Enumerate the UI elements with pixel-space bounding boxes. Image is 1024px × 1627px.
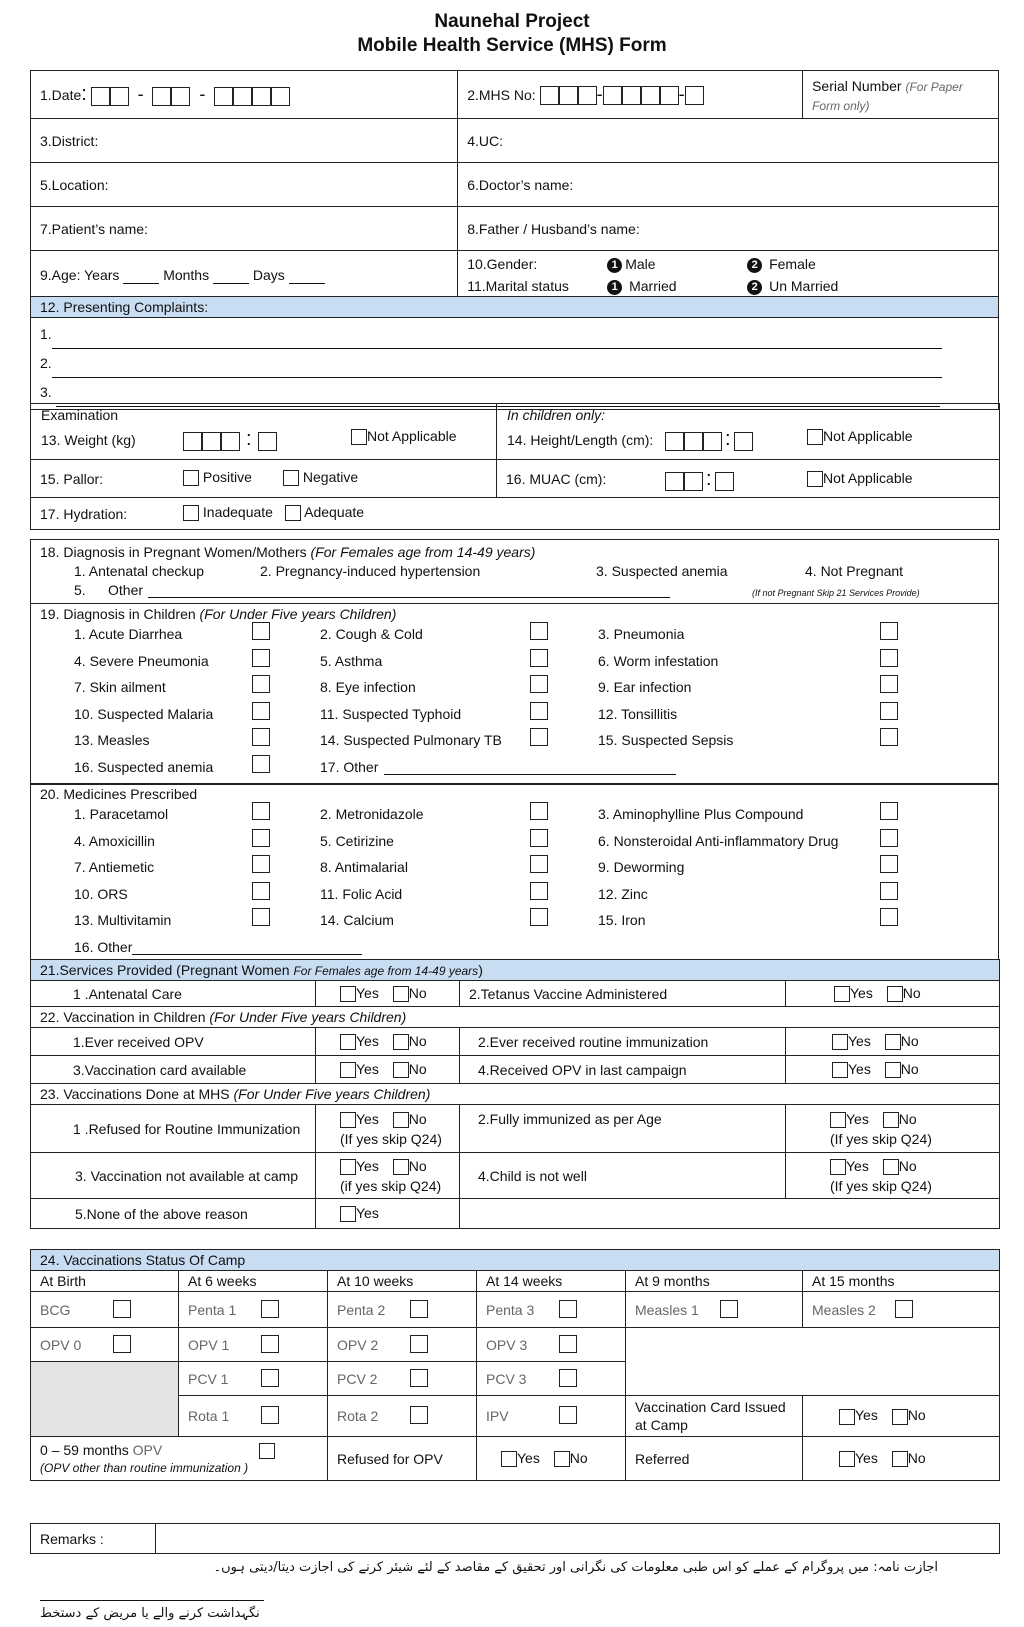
- vaccine-label: Rota 1: [188, 1408, 230, 1424]
- medicine-item-checkbox[interactable]: [530, 802, 548, 820]
- diagnosis-item-label: 2. Cough & Cold: [320, 626, 423, 642]
- medicine-item-label: 15. Iron: [598, 912, 646, 928]
- vaccine-label: PCV 2: [337, 1370, 378, 1387]
- tetanus-no-checkbox[interactable]: [887, 986, 903, 1002]
- mhs-cell: 2.MHS No: - -: [458, 71, 803, 119]
- mhs-box[interactable]: [641, 86, 660, 105]
- vaccine-label: Penta 1: [188, 1301, 237, 1318]
- serial-note: (For Paper Form only): [812, 80, 963, 113]
- card-issued-no-checkbox[interactable]: [892, 1409, 908, 1425]
- pallor-negative-checkbox[interactable]: [283, 470, 299, 486]
- muac-cell: 16. MUAC (cm): : Not Applicable: [497, 460, 1000, 498]
- medicine-item-checkbox[interactable]: [530, 882, 548, 900]
- yes-label: Yes: [855, 1407, 878, 1424]
- vaccine-checkbox[interactable]: [261, 1369, 279, 1387]
- medicine-item-label: 3. Aminophylline Plus Compound: [598, 806, 804, 822]
- medicine-item-label: 11. Folic Acid: [320, 885, 403, 902]
- diagnosis-item-label: 12. Tonsillitis: [598, 705, 678, 722]
- diagnosis-item-label: 13. Measles: [74, 732, 150, 748]
- children-diagnosis-cell: 19. Diagnosis in Children (For Under Five years Children) 1. Acute Diarrhea 2. Cough & Cold 3. Pneumonia 4. Severe Pneumonia 5. Asthma 6. Worm infestation 7. Skin ailment 8. Eye infection 9. Ear infection 10. Suspected Malaria 11. Suspected Typhoid 12. Tonsillitis 13. Measles 14. Suspected Pulmonary TB 15. Suspected Sepsis 16. Suspected anemia 17. Other: [31, 604, 999, 785]
- diagnosis-item-checkbox[interactable]: [880, 702, 898, 720]
- diagnosis-item-checkbox[interactable]: [530, 702, 548, 720]
- medicine-item-label: 2. Metronidazole: [320, 806, 424, 822]
- weight-cell: Examination 13. Weight (kg) : Not Applicable: [31, 404, 497, 460]
- medicine-item-label: 6. Nonsteroidal Anti-inflammatory Drug: [598, 832, 839, 849]
- vaccine-checkbox[interactable]: [559, 1369, 577, 1387]
- diagnosis-item-checkbox[interactable]: [252, 675, 270, 693]
- diagnosis-item-checkbox[interactable]: [530, 622, 548, 640]
- vaccine-label: OPV 0: [40, 1336, 82, 1353]
- antenatal-no-checkbox[interactable]: [393, 986, 409, 1002]
- child-not-well-yes-checkbox[interactable]: [830, 1159, 846, 1175]
- mhs-box[interactable]: [685, 86, 704, 105]
- refused-routine-yes-checkbox[interactable]: [340, 1112, 356, 1128]
- vacc-card-yes-checkbox[interactable]: [340, 1062, 356, 1078]
- refused-routine-no-checkbox[interactable]: [393, 1112, 409, 1128]
- complaint-line-2[interactable]: [52, 349, 942, 378]
- diagnosis-item-checkbox[interactable]: [880, 622, 898, 640]
- vaccine-label: OPV 3: [486, 1336, 528, 1353]
- card-issued-yes-no: [803, 1396, 1000, 1437]
- marital-unmarried-option[interactable]: 2 Un Married: [747, 275, 838, 297]
- medicine-item-label: 12. Zinc: [598, 885, 648, 902]
- antenatal-yes-no: Yes No: [316, 981, 460, 1007]
- vaccine-cell: [328, 1362, 477, 1396]
- card-issued-yes-checkbox[interactable]: [839, 1409, 855, 1425]
- vaccination-status-table: 24. Vaccinations Status Of Camp At Birth At 6 weeks At 10 weeks At 14 weeks At 9 months At 15 months BCG Penta 1 Penta 2 Penta 3 Measles 1 Measles 2 OPV 0 OPV 1 OPV 2 OPV 3 PCV 1 PCV 2 PCV 3 Rota 1 Rota 2 IPV Vaccination Card Issued at Camp Yes No 0 – 59 months OPV (OPV other than routine immunization ) Refused for OPV Yes No Referred Yes No: [30, 1249, 1000, 1481]
- refused-opv-no-checkbox[interactable]: [554, 1451, 570, 1467]
- medicine-item-checkbox[interactable]: [252, 882, 270, 900]
- medicine-item-label: 13. Multivitamin: [74, 912, 172, 928]
- diagnosis-item-checkbox[interactable]: [880, 728, 898, 746]
- complaints-lines: 1. 2. 3.: [31, 318, 999, 410]
- status-column-header: At 15 months: [803, 1271, 1000, 1292]
- vaccine-checkbox[interactable]: [261, 1406, 279, 1424]
- tetanus-yes-checkbox[interactable]: [834, 986, 850, 1002]
- medicine-item-checkbox[interactable]: [880, 908, 898, 926]
- preg-option-2[interactable]: 2. Pregnancy-induced hypertension: [260, 563, 481, 579]
- diagnosis-item-checkbox[interactable]: [252, 622, 270, 640]
- hydration-adequate-checkbox[interactable]: [285, 505, 301, 521]
- district-field[interactable]: 3.District:: [31, 119, 458, 163]
- child-not-well-no-checkbox[interactable]: [883, 1159, 899, 1175]
- date-year-box-1[interactable]: [214, 87, 233, 106]
- medicines-cell: [31, 784, 999, 961]
- medicine-item-label: 4. Amoxicillin: [74, 832, 155, 849]
- diagnosis-item-checkbox[interactable]: [530, 728, 548, 746]
- diagnosis-item-checkbox[interactable]: [252, 728, 270, 746]
- mhs-label: 2.MHS No:: [467, 86, 536, 103]
- ever-opv-yes-checkbox[interactable]: [340, 1034, 356, 1050]
- age-cell: 9.Age: Years Months Days: [31, 251, 458, 300]
- marital-married-option[interactable]: 1 Married: [607, 275, 676, 297]
- patient-name-field[interactable]: 7.Patient’s name:: [31, 207, 458, 251]
- mhs-box[interactable]: [578, 86, 597, 105]
- vaccine-cell: [31, 1328, 179, 1362]
- date-year-box-3[interactable]: [252, 87, 271, 106]
- medicine-item-checkbox[interactable]: [530, 829, 548, 847]
- gender-male-option[interactable]: 1 Male: [607, 253, 655, 275]
- opv-last-campaign-yes-checkbox[interactable]: [832, 1062, 848, 1078]
- medicines-table: [30, 783, 999, 961]
- vaccine-label: OPV 2: [337, 1336, 379, 1353]
- medicine-item-checkbox[interactable]: [880, 855, 898, 873]
- status-column-header: At Birth: [31, 1271, 179, 1292]
- fully-immunized-no-checkbox[interactable]: [883, 1112, 899, 1128]
- hydration-inadequate-checkbox[interactable]: [183, 505, 199, 521]
- medicine-item-label: 7. Antiemetic: [74, 859, 155, 875]
- mhs-box[interactable]: [660, 86, 679, 105]
- diagnosis-item-checkbox[interactable]: [530, 675, 548, 693]
- diagnosis-item-checkbox[interactable]: [880, 649, 898, 667]
- form-title: [0, 0, 1024, 58]
- vaccine-label: Penta 3: [486, 1301, 535, 1318]
- age-days-input[interactable]: [289, 267, 325, 284]
- not-available-no-checkbox[interactable]: [393, 1159, 409, 1175]
- services-vaccination-table: 21.Services Provided (Pregnant Women For Females age from 14-49 years) 1 .Antenatal Care Yes No 2.Tetanus Vaccine Administered Yes No 22. Vaccination in Children (For Under Five years Children) 1.Ever received OPV Yes No 2.Ever received routine immunization Yes No 3.Vaccination card available Yes No 4.Received OPV in last campaign Yes No 23. Vaccinations Done at MHS (For Under Five years Children) 1 .Refused for Routine Immunization Yes No (If yes skip Q24) 2.Fully immunized as per Age Yes No (If yes skip Q24) 3. Vaccination not available at camp Yes No (if yes skip Q24) 4.Child is not well Yes No (If yes skip Q24) 5.None of the above reason Yes: [30, 959, 1000, 1229]
- tetanus-yes-no: Yes No: [786, 981, 1000, 1007]
- age-years-input[interactable]: [123, 267, 159, 284]
- preg-other-input[interactable]: [148, 583, 670, 598]
- ever-opv-no-checkbox[interactable]: [393, 1034, 409, 1050]
- vaccine-checkbox[interactable]: [895, 1300, 913, 1318]
- gender-female-option[interactable]: 2 Female: [747, 253, 816, 275]
- medicine-item-checkbox[interactable]: [880, 882, 898, 900]
- pallor-positive-checkbox[interactable]: [183, 470, 199, 486]
- medicine-item-label: 9. Deworming: [598, 859, 685, 875]
- complaints-table: [30, 296, 999, 410]
- vaccine-label: PCV 3: [486, 1370, 527, 1387]
- status-heading: 24. Vaccinations Status Of Camp: [31, 1250, 1000, 1271]
- medicine-item-checkbox[interactable]: [880, 802, 898, 820]
- pregnant-skip-note: (If not Pregnant Skip 21 Services Provide): [752, 588, 920, 598]
- height-box-3[interactable]: [703, 432, 722, 451]
- medicine-item-label: 10. ORS: [74, 885, 128, 902]
- vaccine-checkbox[interactable]: [410, 1335, 428, 1353]
- vaccine-cell: [803, 1292, 1000, 1328]
- opv-0-59-checkbox[interactable]: [259, 1443, 275, 1459]
- serial-label: Serial Number: [812, 78, 902, 94]
- date-year-box-2[interactable]: [233, 87, 252, 106]
- mhs-box[interactable]: [622, 86, 641, 105]
- vaccine-label: IPV: [486, 1408, 509, 1424]
- referred-no-checkbox[interactable]: [892, 1451, 908, 1467]
- diagnosis-item-label: 5. Asthma: [320, 652, 383, 669]
- vaccine-cell: [328, 1292, 477, 1328]
- medicine-item-checkbox[interactable]: [530, 908, 548, 926]
- not-available-yes-checkbox[interactable]: [340, 1159, 356, 1175]
- pallor-cell: 15. Pallor: Positive Negative: [31, 460, 497, 498]
- vaccine-cell: [179, 1328, 328, 1362]
- medicine-item-label: 8. Antimalarial: [320, 859, 408, 875]
- vaccine-checkbox[interactable]: [410, 1369, 428, 1387]
- diagnosis-item-checkbox[interactable]: [530, 649, 548, 667]
- gender-marital-cell: 10.Gender: 1 Male 2 Female 11.Marital status 1 Married 2 Un Married: [458, 251, 999, 300]
- vaccine-checkbox[interactable]: [113, 1300, 131, 1318]
- weight-box-1[interactable]: [183, 432, 202, 451]
- diagnosis-item-label: 11. Suspected Typhoid: [320, 705, 462, 722]
- title-line-1: Naunehal Project: [434, 11, 590, 32]
- opv-0-59-cell: 0 – 59 months OPV (OPV other than routine immunization ): [31, 1437, 328, 1481]
- status-column-header: At 6 weeks: [179, 1271, 328, 1292]
- diagnosis-item-checkbox[interactable]: [252, 649, 270, 667]
- mhs-box[interactable]: [603, 86, 622, 105]
- vaccine-cell: [477, 1362, 626, 1396]
- diagnosis-item-label: 7. Skin ailment: [74, 679, 166, 695]
- age-months-input[interactable]: [213, 267, 249, 284]
- doctor-name-field[interactable]: 6.Doctor’s name:: [458, 163, 999, 207]
- date-month-box-1[interactable]: [152, 87, 171, 106]
- vaccine-cell: [328, 1328, 477, 1362]
- blank-cell: [626, 1328, 1000, 1396]
- diagnosis-item-label: 4. Severe Pneumonia: [74, 652, 209, 669]
- muac-not-applicable-checkbox[interactable]: [807, 471, 823, 487]
- vaccine-checkbox[interactable]: [261, 1300, 279, 1318]
- vaccine-checkbox[interactable]: [410, 1300, 428, 1318]
- no-label: No: [907, 1407, 926, 1424]
- vaccine-label: PCV 1: [188, 1370, 229, 1387]
- vaccine-label: Penta 2: [337, 1301, 386, 1318]
- medicine-item-label: 1. Paracetamol: [74, 806, 169, 822]
- services-heading: 21.Services Provided (Pregnant Women For Females age from 14-49 years): [31, 960, 1000, 981]
- grey-blank-cell: [31, 1362, 179, 1437]
- medicine-item-label: 16. Other: [74, 938, 133, 955]
- patient-info-table: [30, 70, 999, 300]
- medicine-item-checkbox[interactable]: [252, 855, 270, 873]
- diagnosis-item-label: 6. Worm infestation: [598, 652, 719, 669]
- medicine-item-checkbox[interactable]: [252, 802, 270, 820]
- height-not-applicable-checkbox[interactable]: [807, 429, 823, 445]
- vaccine-label: Measles 2: [812, 1301, 876, 1318]
- vaccine-cell: [31, 1292, 179, 1328]
- medicine-item-other-input[interactable]: [132, 940, 362, 955]
- medicine-item-checkbox[interactable]: [252, 829, 270, 847]
- date-day-box-1[interactable]: [91, 87, 110, 106]
- father-husband-name-field[interactable]: 8.Father / Husband’s name:: [458, 207, 999, 251]
- date-cell: 1.Date: - -: [31, 71, 458, 119]
- vaccine-label: Rota 2: [337, 1408, 379, 1424]
- muac-box-1[interactable]: [665, 472, 684, 491]
- height-box-4[interactable]: [734, 432, 753, 451]
- medicine-item-checkbox[interactable]: [252, 908, 270, 926]
- diagnosis-item-label: 17. Other: [320, 758, 379, 775]
- examination-table: [30, 403, 1000, 530]
- opv-last-campaign-no-checkbox[interactable]: [885, 1062, 901, 1078]
- routine-immunization-yes-checkbox[interactable]: [832, 1034, 848, 1050]
- height-box-1[interactable]: [665, 432, 684, 451]
- diagnosis-item-label: 10. Suspected Malaria: [74, 705, 214, 722]
- none-reason-yes-checkbox[interactable]: [340, 1206, 356, 1222]
- vaccination-card-issued-label: Vaccination Card Issued at Camp: [626, 1396, 803, 1437]
- uc-field[interactable]: 4.UC:: [458, 119, 999, 163]
- diagnosis-item-other-input[interactable]: [384, 760, 676, 775]
- vacc-mhs-heading: 23. Vaccinations Done at MHS (For Under Five years Children): [31, 1084, 1000, 1105]
- diagnosis-item-label: 9. Ear infection: [598, 679, 692, 695]
- date-label: 1.Date: [40, 87, 82, 103]
- date-month-box-2[interactable]: [171, 87, 190, 106]
- location-field[interactable]: 5.Location:: [31, 163, 458, 207]
- remarks-label: Remarks :: [31, 1524, 156, 1554]
- diagnosis-item-label: 16. Suspected anemia: [74, 758, 214, 775]
- vacc-children-heading: 22. Vaccination in Children (For Under Five years Children): [31, 1007, 1000, 1028]
- children-diagnosis-table: [30, 603, 999, 785]
- status-column-header: At 10 weeks: [328, 1271, 477, 1292]
- fully-immunized-yes-checkbox[interactable]: [830, 1112, 846, 1128]
- vaccine-checkbox[interactable]: [720, 1300, 738, 1318]
- vaccine-label: BCG: [40, 1301, 71, 1318]
- vaccine-label: Measles 1: [635, 1301, 699, 1318]
- vaccine-checkbox[interactable]: [113, 1335, 131, 1353]
- vaccine-cell: [179, 1292, 328, 1328]
- weight-box-3[interactable]: [221, 432, 240, 451]
- remarks-table: [30, 1523, 1000, 1554]
- height-box-2[interactable]: [684, 432, 703, 451]
- vaccine-cell: [328, 1396, 477, 1437]
- complaint-line-1[interactable]: [52, 320, 942, 349]
- vaccine-label: OPV 1: [188, 1336, 230, 1353]
- hydration-cell: 17. Hydration: Inadequate Adequate: [31, 498, 1000, 530]
- muac-box-3[interactable]: [715, 472, 734, 491]
- antenatal-yes-checkbox[interactable]: [340, 986, 356, 1002]
- vaccine-cell: [179, 1362, 328, 1396]
- pregnant-diagnosis-cell: 18. Diagnosis in Pregnant Women/Mothers (For Females age from 14-49 years) 1. Antenatal checkup 2. Pregnancy-induced hypertension 3. Suspected anemia 4. Not Pregnant 5. Other (If not Pregnant Skip 21 Services Provide): [31, 540, 999, 604]
- vaccine-cell: [477, 1396, 626, 1437]
- preg-option-4[interactable]: 4. Not Pregnant: [805, 563, 904, 579]
- consent-text: اجازت نامہ: میں پروگرام کے عملے کو اس طبی معلومات کی نگرانی اور تحقیق کے مقاصد کے لئے شیئر کرنے کی اجازت دیتا/دیتی ہوں۔: [213, 1560, 938, 1575]
- complaints-heading: 12. Presenting Complaints:: [31, 297, 999, 318]
- vaccine-cell: [179, 1396, 328, 1437]
- diagnosis-item-checkbox[interactable]: [252, 702, 270, 720]
- weight-not-applicable-checkbox[interactable]: [351, 429, 367, 445]
- serial-number-cell[interactable]: [803, 71, 999, 119]
- signature-line[interactable]: [40, 1600, 264, 1601]
- routine-immunization-no-checkbox[interactable]: [885, 1034, 901, 1050]
- medicine-item-checkbox[interactable]: [880, 829, 898, 847]
- signature-label: نگہداشت کرنے والے یا مریض کے دستخط: [40, 1606, 260, 1621]
- medicine-item-label: 5. Cetirizine: [320, 832, 394, 849]
- diagnosis-item-checkbox[interactable]: [252, 755, 270, 773]
- date-year-box-4[interactable]: [271, 87, 290, 106]
- diagnosis-item-label: 8. Eye infection: [320, 679, 416, 695]
- vacc-card-no-checkbox[interactable]: [393, 1062, 409, 1078]
- diagnosis-item-checkbox[interactable]: [880, 675, 898, 693]
- diagnosis-item-label: 3. Pneumonia: [598, 626, 685, 642]
- pregnant-diagnosis-table: [30, 539, 999, 604]
- refused-opv-yes-checkbox[interactable]: [501, 1451, 517, 1467]
- medicines-heading: 20. Medicines Prescribed: [40, 786, 198, 802]
- vaccine-checkbox[interactable]: [261, 1335, 279, 1353]
- preg-option-1[interactable]: 1. Antenatal checkup: [74, 563, 204, 579]
- medicine-item-label: 14. Calcium: [320, 912, 394, 928]
- preg-option-3[interactable]: 3. Suspected anemia: [596, 563, 728, 579]
- referred-yes-checkbox[interactable]: [839, 1451, 855, 1467]
- weight-box-4[interactable]: [258, 432, 277, 451]
- status-column-header: At 14 weeks: [477, 1271, 626, 1292]
- vaccine-checkbox[interactable]: [410, 1406, 428, 1424]
- weight-box-2[interactable]: [202, 432, 221, 451]
- muac-box-2[interactable]: [684, 472, 703, 491]
- status-column-header: At 9 months: [626, 1271, 803, 1292]
- vaccine-cell: [626, 1292, 803, 1328]
- date-day-box-2[interactable]: [110, 87, 129, 106]
- medicine-item-checkbox[interactable]: [530, 855, 548, 873]
- vaccine-checkbox[interactable]: [559, 1406, 577, 1424]
- vaccine-cell: [477, 1328, 626, 1362]
- mhs-box[interactable]: [559, 86, 578, 105]
- title-line-2: Mobile Health Service (MHS) Form: [357, 35, 667, 56]
- height-cell: In children only: 14. Height/Length (cm): : Not Applicable: [497, 404, 1000, 460]
- mhs-box[interactable]: [540, 86, 559, 105]
- diagnosis-item-label: 15. Suspected Sepsis: [598, 732, 734, 748]
- vaccine-checkbox[interactable]: [559, 1300, 577, 1318]
- vaccine-cell: [477, 1292, 626, 1328]
- diagnosis-item-label: 1. Acute Diarrhea: [74, 626, 183, 642]
- diagnosis-item-label: 14. Suspected Pulmonary TB: [320, 732, 502, 748]
- remarks-input[interactable]: [156, 1524, 1000, 1554]
- vaccine-checkbox[interactable]: [559, 1335, 577, 1353]
